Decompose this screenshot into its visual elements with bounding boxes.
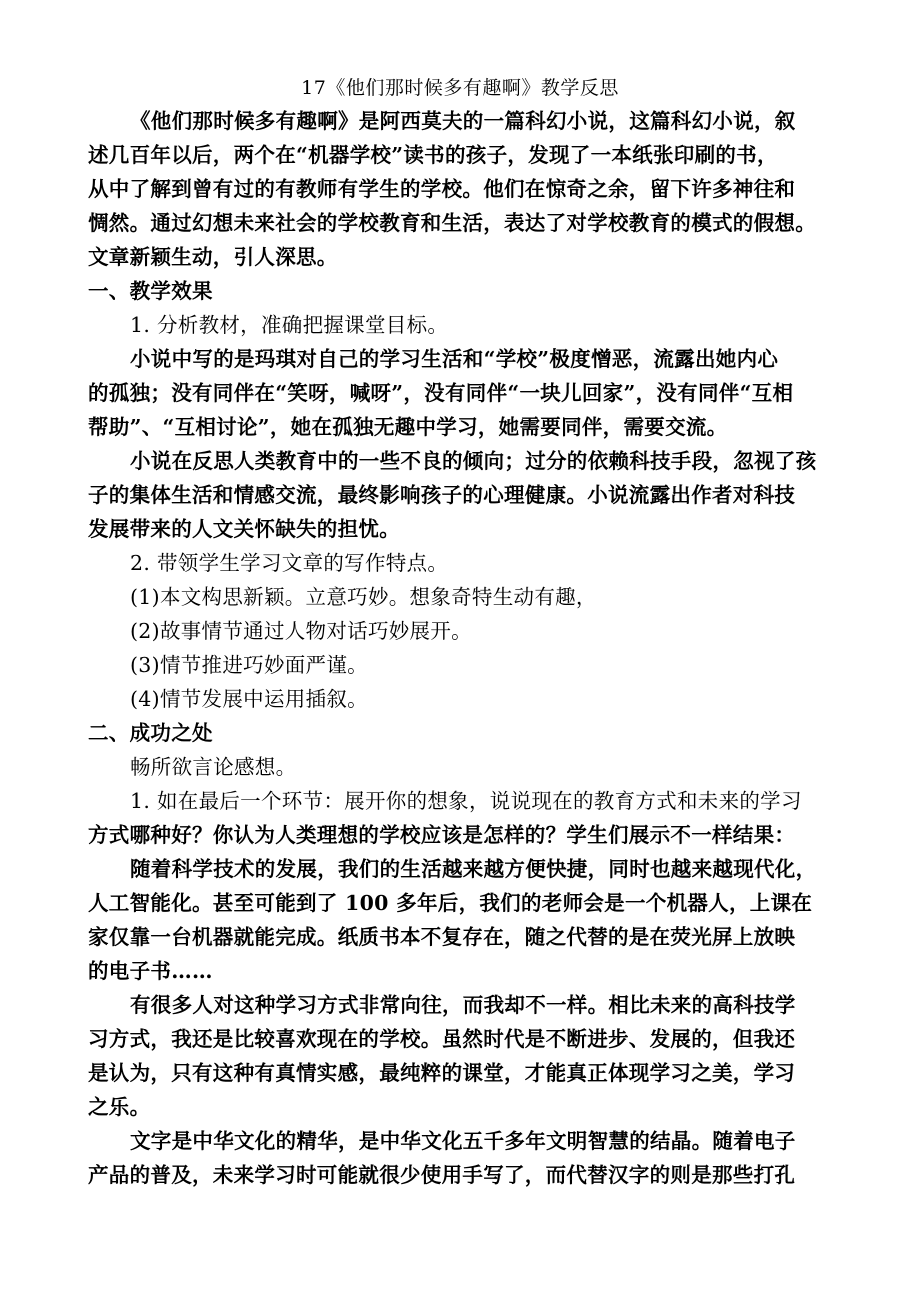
paragraph-line: 畅所欲言论感想。 xyxy=(130,755,297,779)
paragraph-line: 子的集体生活和情感交流，最终影响孩子的心理健康。小说流露出作者对科技 xyxy=(88,483,796,507)
paragraph-line: 《他们那时候多有趣啊》是阿西莫夫的一篇科幻小说，这篇科幻小说，叙 xyxy=(130,109,796,133)
paragraph-line: 方式哪种好？你认为人类理想的学校应该是怎样的？学生们展示不一样结果： xyxy=(88,823,796,847)
paragraph-line: 的电子书…… xyxy=(88,959,213,983)
list-item: (3)情节推进巧妙面严谨。 xyxy=(130,653,368,677)
paragraph-line: 之乐。 xyxy=(88,1095,151,1119)
subheading: 1. 分析教材，准确把握课堂目标。 xyxy=(130,313,449,337)
paragraph-line: 惆然。通过幻想未来社会的学校教育和生活，表达了对学校教育的模式的假想。 xyxy=(88,211,816,235)
document-body xyxy=(88,104,848,1192)
paragraph-line: 家仅靠一台机器就能完成。纸质书本不复存在，随之代替的是在荧光屏上放映 xyxy=(88,925,796,949)
paragraph-line: 发展带来的人文关怀缺失的担忧。 xyxy=(88,517,400,541)
section-heading: 一、教学效果 xyxy=(88,279,213,303)
paragraph-line: 是认为，只有这种有真情实感，最纯粹的课堂，才能真正体现学习之美，学习 xyxy=(88,1061,796,1085)
subheading: 2. 带领学生学习文章的写作特点。 xyxy=(130,551,449,575)
paragraph-line: 文字是中华文化的精华，是中华文化五千多年文明智慧的结晶。随着电子 xyxy=(130,1129,796,1153)
paragraph-line: 从中了解到曾有过的有教师有学生的学校。他们在惊奇之余，留下许多神往和 xyxy=(88,177,796,201)
paragraph-line: 述几百年以后，两个在“机器学校”读书的孩子，发现了一本纸张印刷的书， xyxy=(88,143,778,167)
paragraph-line: 的孤独；没有同伴在“笑呀，喊呀”，没有同伴“一块儿回家”，没有同伴“互相 xyxy=(88,381,794,405)
paragraph-line: 人工智能化。甚至可能到了 100 多年后，我们的老师会是一个机器人，上课在 xyxy=(88,891,813,915)
list-item: (1)本文构思新颖。立意巧妙。想象奇特生动有趣， xyxy=(130,585,597,609)
paragraph-line: 小说在反思人类教育中的一些不良的倾向；过分的依赖科技手段，忽视了孩 xyxy=(130,449,817,473)
section-heading: 二、成功之处 xyxy=(88,721,213,745)
list-item: (2)故事情节通过人物对话巧妙展开。 xyxy=(130,619,472,643)
paragraph-line: 随着科学技术的发展，我们的生活越来越方便快捷，同时也越来越现代化， xyxy=(130,857,817,881)
document-title: 17《他们那时候多有趣啊》教学反思 xyxy=(301,77,619,99)
paragraph-line: 帮助”、“互相讨论”，她在孤独无趣中学习，她需要同伴，需要交流。 xyxy=(88,415,728,439)
list-item: (4)情节发展中运用插叙。 xyxy=(130,687,368,711)
paragraph-line: 文章新颖生动，引人深思。 xyxy=(88,245,338,269)
paragraph-line: 小说中写的是玛琪对自己的学习生活和“学校”极度憎恶，流露出她内心 xyxy=(130,347,779,371)
paragraph-line: 习方式，我还是比较喜欢现在的学校。虽然时代是不断进步、发展的，但我还 xyxy=(88,1027,796,1051)
paragraph-line: 产品的普及，未来学习时可能就很少使用手写了，而代替汉字的则是那些打孔 xyxy=(88,1163,796,1187)
paragraph-line: 有很多人对这种学习方式非常向往，而我却不一样。相比未来的高科技学 xyxy=(130,993,796,1017)
paragraph-line: 1. 如在最后一个环节：展开你的想象，说说现在的教育方式和未来的学习 xyxy=(130,789,802,813)
